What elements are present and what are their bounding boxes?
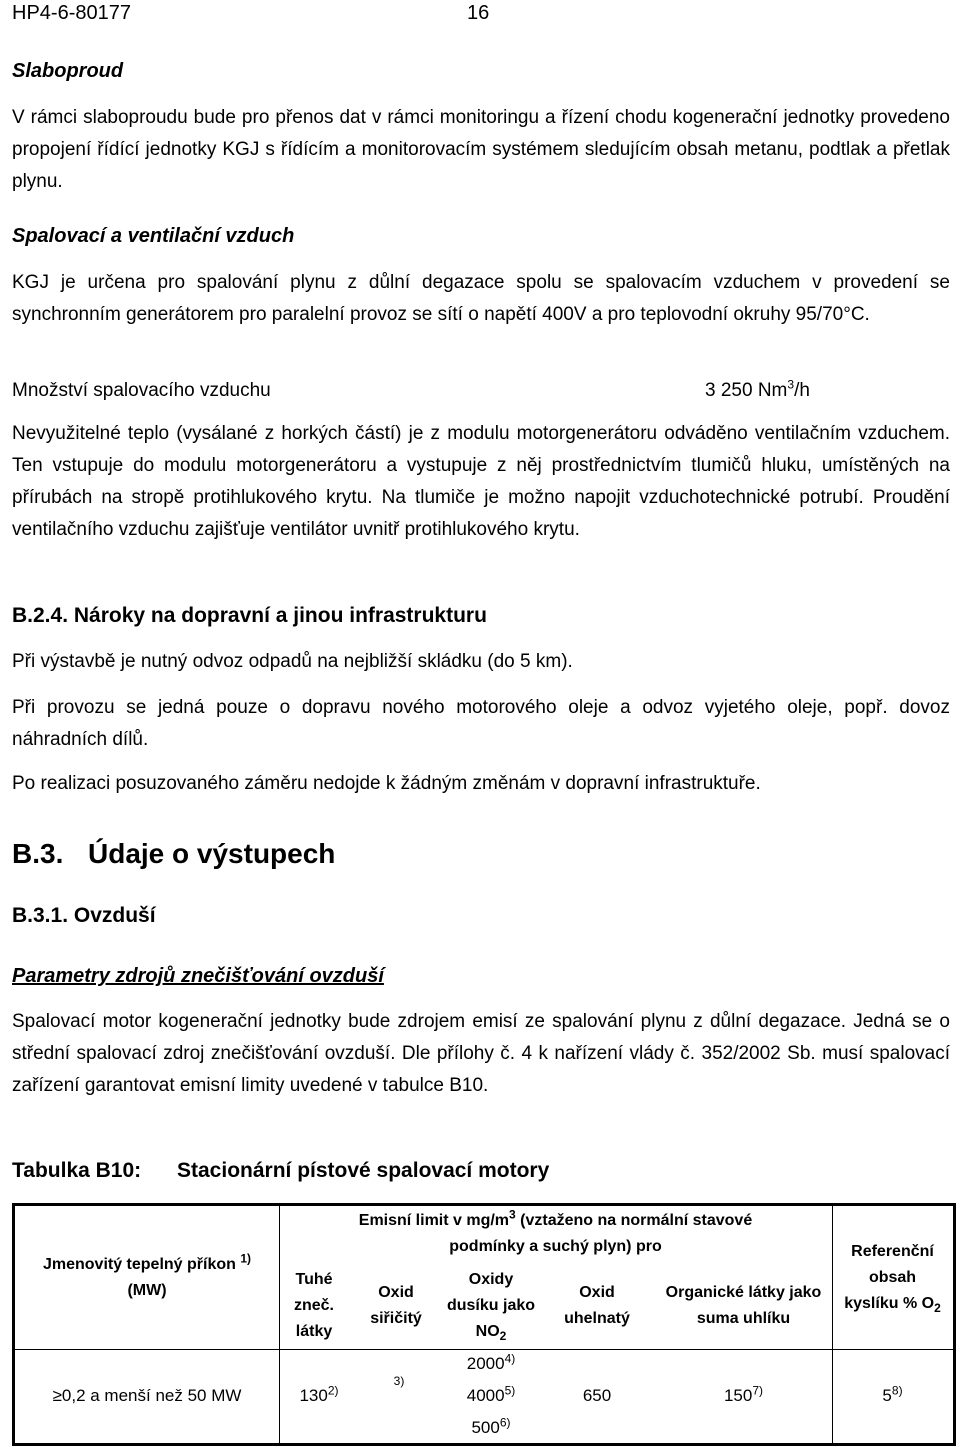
slaboproud-title: Slaboproud: [12, 60, 124, 82]
header-sulfur-dioxide: Oxid siřičitý: [370, 1283, 422, 1327]
header-solid-pollutants: Tuhé zneč. látky: [293, 1270, 334, 1340]
table-caption-label: Tabulka B10:: [12, 1159, 142, 1182]
header-carbon-monoxide: Oxid uhelnatý: [564, 1283, 630, 1327]
b31-heading: B.3.1. Ovzduší: [12, 904, 156, 927]
header-organic-substances: Organické látky jako suma uhlíku: [665, 1283, 822, 1327]
air-text: KGJ je určena pro spalování plynu z důlní degazace spolu se spalovacím vzduchem v provedení se synchronním generátorem pro paralelní provoz se sítí o napětí 400V a pro teplovodní okruhy 95/70°C.: [12, 272, 950, 325]
b24-paragraph-2: Při provozu se jedná pouze o dopravu nového motorového oleje a odvoz vyjetého oleje, popř. dovoz náhradních dílů.: [12, 697, 950, 750]
b24-heading: B.2.4. Nároky na dopravní a jinou infrastrukturu: [12, 604, 487, 627]
header-rated-power: Jmenovitý tepelný příkon $^{1)}$ (MW): [42, 1251, 252, 1299]
cell-nitrogen-oxides: [441, 1349, 541, 1443]
b24-paragraph-1: Při výstavbě je nutný odvoz odpadů na nejbližší skládku (do 5 km).: [12, 651, 573, 672]
document-id: HP4-6-80177: [12, 2, 131, 24]
nox-limit-3: 500$^{6)}$: [471, 1415, 511, 1437]
air-quantity-label: Množství spalovacího vzduchu: [12, 380, 271, 401]
nox-limit-2: 4000$^{5)}$: [466, 1383, 516, 1405]
cell-solid-pollutants: 130$^{2)}$: [299, 1383, 339, 1405]
header-nitrogen-oxides: Oxidy dusíku jako $NO_2$: [446, 1270, 536, 1343]
table-caption-title: Stacionární pístové spalovací motory: [177, 1159, 550, 1182]
cell-organic-substances: 150$^{7)}$: [723, 1383, 764, 1405]
air-title: Spalovací a ventilační vzduch: [12, 225, 295, 247]
header-emission-limit: Emisní limit v $mg/m^3$ (vztaženo na normální stavové podmínky a suchý plyn) pro: [358, 1207, 753, 1255]
b24-paragraph-3: Po realizaci posuzovaného záměru nedojde k žádným změnám v dopravní infrastruktuře.: [12, 773, 761, 794]
page-number: 16: [467, 2, 490, 24]
cell-reference-oxygen: 5$^{8)}$: [882, 1383, 903, 1405]
b3-title: Údaje o výstupech: [88, 838, 336, 869]
b3-text: Spalovací motor kogenerační jednotky bude zdrojem emisí ze spalování plynu z důlní degazace. Jedná se o střední spalovací zdroj znečišťování ovzduší. Dle přílohy č. 4 k nařízení vlády č. 352/2002 Sb. musí spalovací zařízení garantovat emisní limity uvedené v tabulce B10.: [12, 1011, 950, 1096]
air-text-2: Nevyužitelné teplo (vysálané z horkých částí) je z modulu motorgenerátoru odváděno ventilačním vzduchem. Ten vstupuje do modulu motorgenerátoru a vystupuje z něj prostřednictvím tlumičů hluku, umístěných na přírubách na stropě protihlukového krytu. Na tlumiče je možno napojit vzduchotechnické potrubí. Proudění ventilačního vzduchu zajišťuje ventilátor uvnitř protihlukového krytu.: [12, 423, 950, 540]
header-reference-oxygen: Referenční obsah kyslíku % $O_2$: [844, 1242, 941, 1315]
b3-number: B.3.: [12, 838, 64, 869]
cell-rated-power: ≥0,2 a menší než 50 MW: [52, 1386, 242, 1405]
cell-sulfur-dioxide: 3): [393, 1374, 405, 1388]
cell-carbon-monoxide: 650: [582, 1386, 612, 1405]
nox-limit-1: 2000$^{4)}$: [466, 1351, 516, 1373]
air-quantity-value: 3 250 Nm$^3$/h: [705, 377, 810, 401]
params-title: Parametry zdrojů znečišťování ovzduší: [12, 965, 384, 987]
slaboproud-text: V rámci slaboproudu bude pro přenos dat v rámci monitoringu a řízení chodu kogenerační jednotky provedeno propojení řídící jednotky KGJ s řídícím a monitorovacím systémem sledujícím obsah metanu, podtlak a přetlak plynu.: [12, 107, 950, 192]
emission-limits-table: [12, 1203, 956, 1446]
